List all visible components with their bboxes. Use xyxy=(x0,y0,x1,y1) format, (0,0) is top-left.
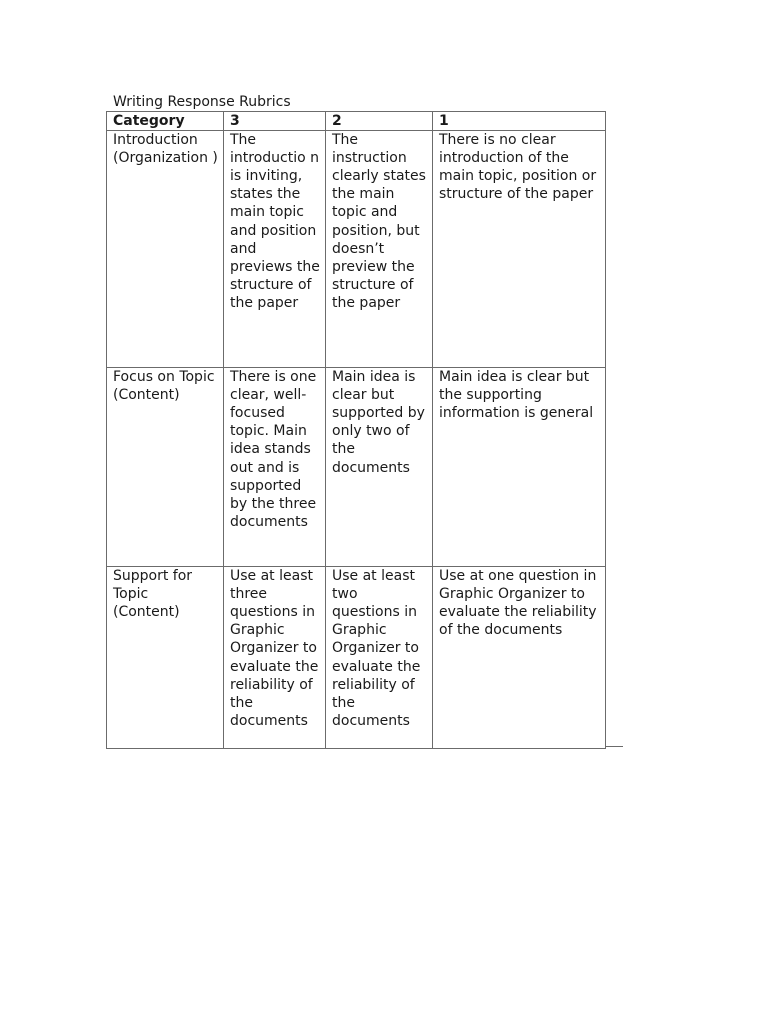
score-3-cell: There is one clear, well-focused topic. Main idea stands out and is supported by the three documents xyxy=(224,368,326,567)
document-title: Writing Response Rubrics xyxy=(113,94,291,110)
score-1-cell: Use at one question in Graphic Organizer to evaluate the reliability of the documents xyxy=(433,567,606,749)
header-category: Category xyxy=(107,112,224,131)
score-2-cell: Use at least two questions in Graphic Organizer to evaluate the reliability of the documents xyxy=(326,567,433,749)
score-3-cell: The introductio n is inviting, states the main topic and position and previews the structure of the paper xyxy=(224,131,326,368)
header-score-1: 1 xyxy=(433,112,606,131)
table-border-stub xyxy=(605,746,623,747)
score-1-cell: Main idea is clear but the supporting information is general xyxy=(433,368,606,567)
category-cell: Focus on Topic (Content) xyxy=(107,368,224,567)
score-1-cell: There is no clear introduction of the main topic, position or structure of the paper xyxy=(433,131,606,368)
category-cell: Introduction (Organization ) xyxy=(107,131,224,368)
table-row xyxy=(107,567,606,749)
table-header-row xyxy=(107,112,606,131)
score-2-cell: Main idea is clear but supported by only two of the documents xyxy=(326,368,433,567)
header-score-3: 3 xyxy=(224,112,326,131)
score-3-cell: Use at least three questions in Graphic Organizer to evaluate the reliability of the documents xyxy=(224,567,326,749)
category-cell: Support for Topic (Content) xyxy=(107,567,224,749)
table-row xyxy=(107,131,606,368)
score-2-cell: The instruction clearly states the main topic and position, but doesn’t preview the structure of the paper xyxy=(326,131,433,368)
table-row xyxy=(107,368,606,567)
rubric-table xyxy=(106,111,606,749)
header-score-2: 2 xyxy=(326,112,433,131)
